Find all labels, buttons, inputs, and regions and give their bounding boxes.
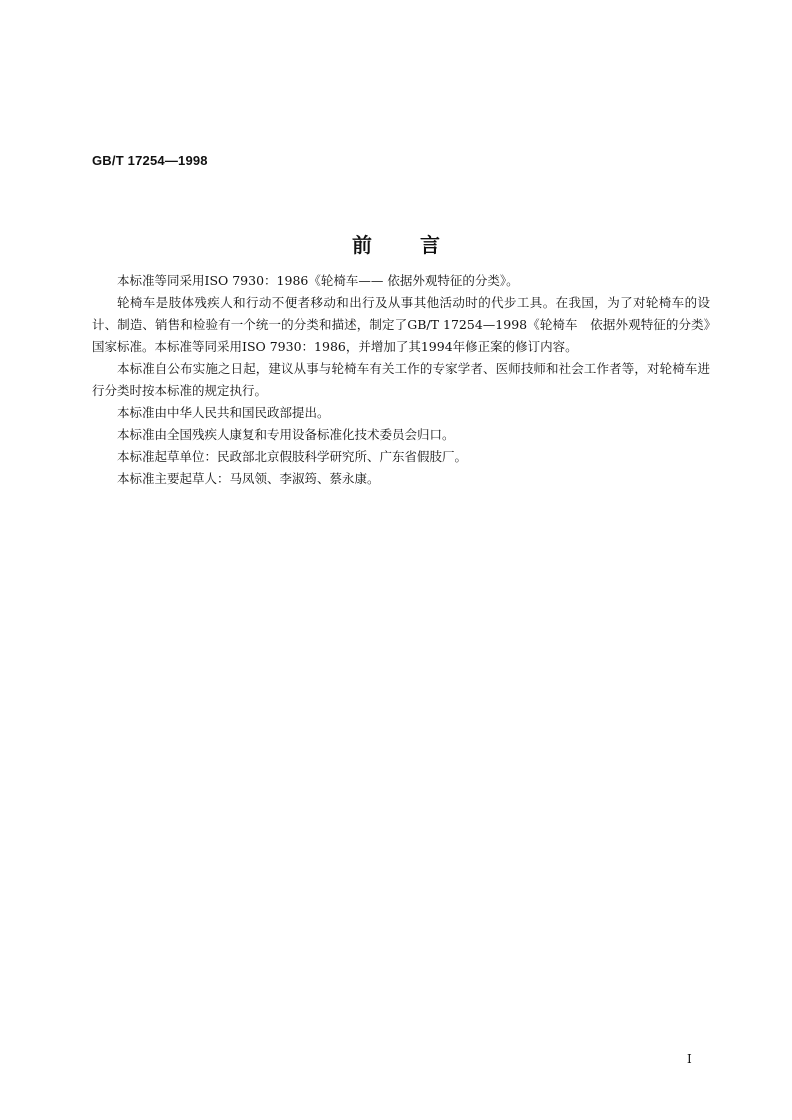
paragraph-recommendation: 本标准自公布实施之日起，建议从事与轮椅车有关工作的专家学者、医师技师和社会工作者等，对轮椅车进行分类时按本标准的规定执行。: [92, 361, 710, 398]
paragraph-drafters: 本标准主要起草人：马凤领、李淑筠、蔡永康。: [117, 471, 380, 486]
page-number: I: [687, 1052, 692, 1066]
paragraph-drafting-units: 本标准起草单位：民政部北京假肢科学研究所、广东省假肢厂。: [117, 449, 468, 464]
page-title: 前言: [352, 233, 488, 257]
paragraph-proposer: 本标准由中华人民共和国民政部提出。: [117, 405, 330, 420]
foreword-body: [92, 270, 710, 490]
standard-code: GB/T 17254—1998: [92, 153, 208, 168]
paragraph-background: 轮椅车是肢体残疾人和行动不便者移动和出行及从事其他活动时的代步工具。在我国，为了对轮椅车的设计、制造、销售和检验有一个统一的分类和描述，制定了GB/T 17254—1998《轮椅车 依据外观特征的分类》国家标准。本标准等同采用ISO 7930：1986，并增加了其1994年修正案的修订内容。: [92, 295, 710, 354]
paragraph-committee: 本标准由全国残疾人康复和专用设备标准化技术委员会归口。: [117, 427, 455, 442]
paragraph-adoption: 本标准等同采用ISO 7930：1986《轮椅车—— 依据外观特征的分类》。: [117, 273, 519, 288]
